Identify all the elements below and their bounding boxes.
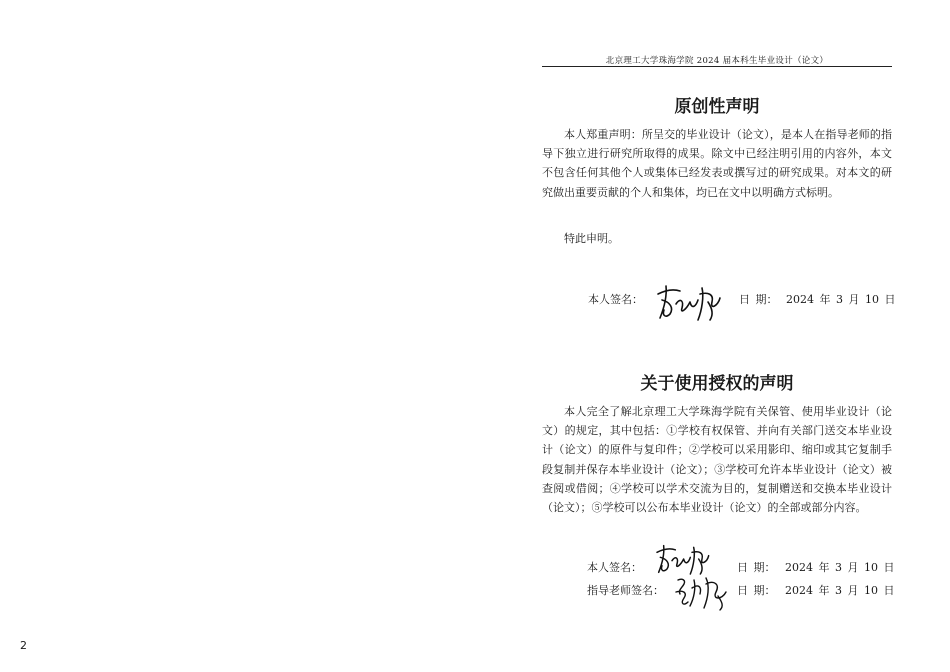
authorization-title: 关于使用授权的声明 — [640, 374, 794, 394]
header-rule — [542, 66, 892, 67]
originality-closing: 特此申明。 — [564, 232, 619, 245]
authorization-paragraph: 本人完全了解北京理工大学珠海学院有关保管、使用毕业设计（论文）的规定，其中包括：①学校有权保管、并向有关部门送交本毕业设计（论文）的原件与复印件；②学校可以采用影印、缩印或其它复制手段复制并保存本毕业设计（论文）；③学校可允许本毕业设计（论文）被查阅或借阅；④学校可以学术交流为目的，复制赠送和交换本毕业设计（论文）；⑤学校可以公布本毕业设计（论文）的全部或部分内容。 — [542, 405, 892, 515]
authorization-advisor-date-value: 2024 年 3 月 10 日 — [785, 584, 895, 597]
authorization-author-date-label: 日 期： — [737, 561, 776, 574]
originality-date-value: 2024 年 3 月 10 日 — [786, 293, 896, 306]
advisor-signature — [672, 570, 734, 612]
authorization-advisor-date-label: 日 期： — [737, 584, 776, 597]
originality-title: 原创性声明 — [674, 97, 760, 117]
originality-date-label: 日 期： — [739, 293, 778, 306]
authorization-advisor-signature-label: 指导老师签名： — [587, 584, 664, 597]
author-signature — [652, 280, 724, 324]
originality-paragraph: 本人郑重声明：所呈交的毕业设计（论文），是本人在指导老师的指导下独立进行研究所取得的成果。除文中已经注明引用的内容外，本文不包含任何其他个人或集体已经发表或撰写过的研究成果。对本文的研究做出重要贡献的个人和集体，均已在文中以明确方式标明。 — [542, 128, 892, 199]
page-number: 2 — [20, 639, 27, 652]
authorization-author-signature-label: 本人签名： — [587, 561, 642, 574]
authorization-author-date-value: 2024 年 3 月 10 日 — [785, 561, 895, 574]
running-header: 北京理工大学珠海学院 2024 届本科生毕业设计（论文） — [605, 56, 829, 66]
originality-signature-label: 本人签名： — [588, 293, 643, 306]
